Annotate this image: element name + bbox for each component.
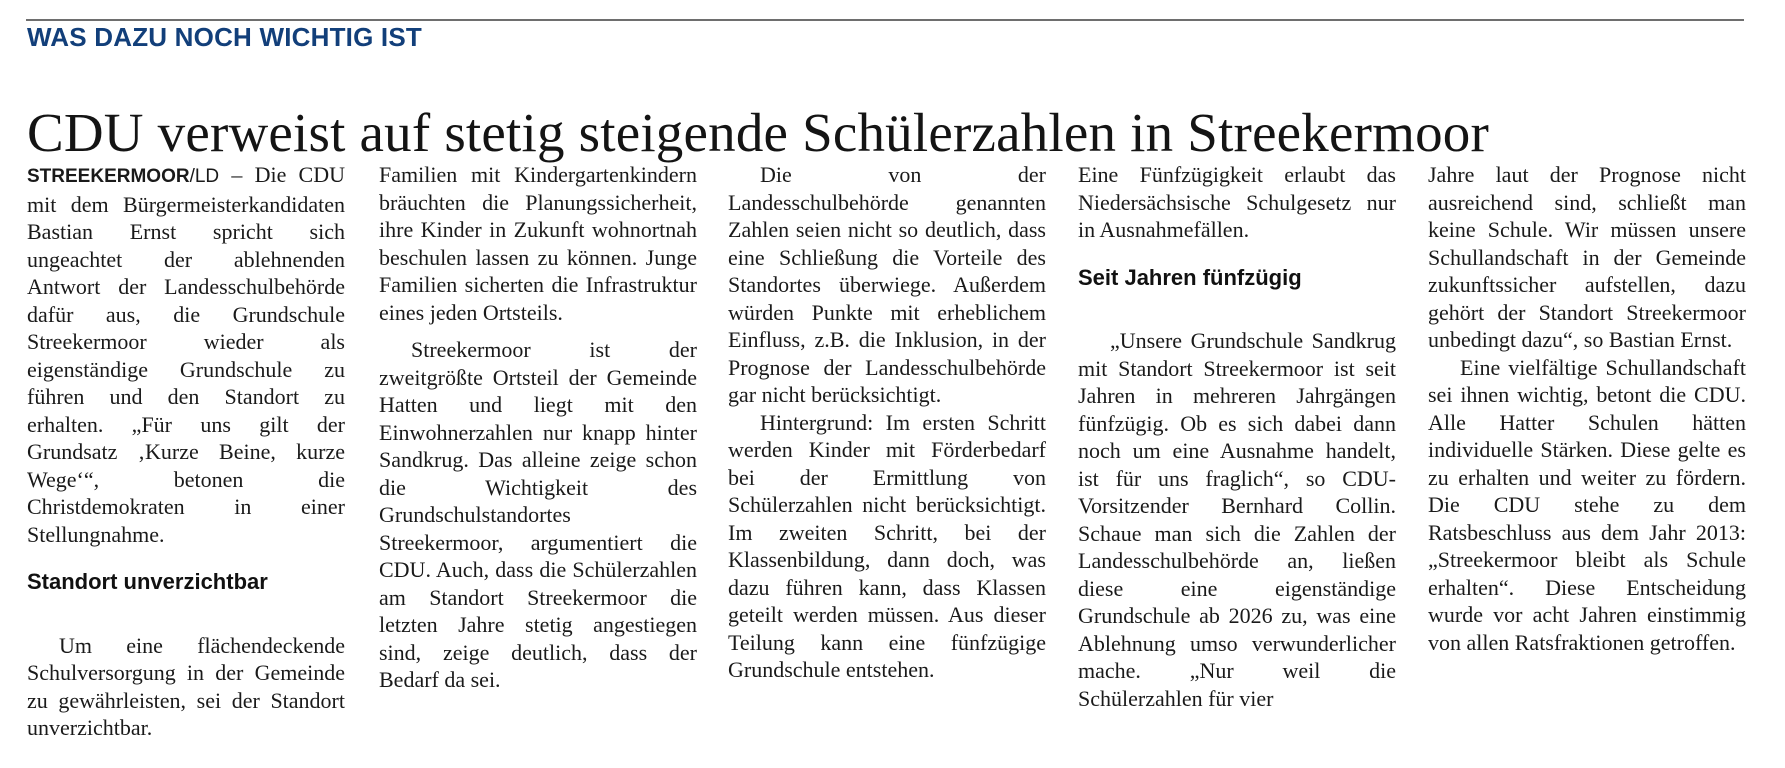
paragraph: Die von der Landesschulbehörde genannten Zahlen seien nicht so deutlich, dass eine Schließung die Vorteile des Standortes überwiege. Außerdem würden Punkte mit erheblichem Einfluss, z.B. die Inklusion, in der Prognose der Landesschulbehörde gar nicht berücksichtigt.	[728, 162, 1046, 407]
article-column-3	[728, 161, 1046, 684]
subhead-fuenfzuegig: Seit Jahren fünfzügig	[1078, 264, 1302, 290]
paragraph: Jahre laut der Prognose nicht ausreichend sind, schließt man keine Schule. Wir müssen unsere Schullandschaft in der Gemeinde zukunftssicher aufstellen, dazu gehört der Standort Streekermoor unbedingt dazu“, so Bastian Ernst.	[1428, 162, 1746, 352]
article-column-2	[379, 161, 697, 694]
dateline-agency: /LD	[189, 166, 220, 187]
paragraph: „Unsere Grundschule Sandkrug mit Standort Streekermoor ist seit Jahren in mehreren Jahrgängen fünfzügig. Ob es sich dabei dann noch um eine Ausnahme handelt, ist für uns fraglich“, so CDU-Vorsitzender Bernhard Collin. Schaue man sich die Zahlen der Landesschulbehörde an, ließen diese eine eigenständige Grundschule ab 2026 zu, was eine Ablehnung umso verwunderlicher mache. „Nur weil die Schülerzahlen für vier	[1078, 328, 1396, 711]
article-column-4	[1078, 161, 1396, 712]
paragraph: Eine vielfältige Schullandschaft sei ihnen wichtig, betont die CDU. Alle Hatter Schulen hätten individuelle Stärken. Diese gelte es zu erhalten und weiter zu fördern. Die CDU stehe zu dem Ratsbeschluss aus dem Jahr 2013: „Streekermoor bleibt als Schule erhalten“. Diese Entscheidung wurde vor acht Jahren einstimmig von allen Ratsfraktionen getroffen.	[1428, 354, 1746, 655]
kicker: WAS DAZU NOCH WICHTIG IST	[27, 22, 422, 52]
article-column-5	[1428, 161, 1746, 656]
lead-paragraph	[27, 161, 345, 548]
top-rule	[26, 19, 1744, 21]
paragraph: Hintergrund: Im ersten Schritt werden Kinder mit Förderbedarf bei der Ermittlung von Schülerzahlen nicht berücksichtigt. Im zweiten Schritt, bei der Klassenbildung, dann doch, was dazu führen kann, dass Klassen geteilt werden müssen. Aus dieser Teilung kann eine fünfzügige Grundschule entstehen.	[728, 409, 1046, 682]
paragraph: Eine Fünfzügigkeit erlaubt das Niedersächsische Schulgesetz nur in Ausnahmefällen.	[1078, 162, 1396, 242]
headline: CDU verweist auf stetig steigende Schülerzahlen in Streekermoor	[27, 101, 1490, 163]
lead-text: – Die CDU mit dem Bürgermeisterkandidaten Bastian Ernst spricht sich ungeachtet der ablehnenden Antwort der Landesschulbehörde dafür aus, die Grundschule Streekermoor wieder als eigenständige Grundschule zu führen und den Standort zu erhalten. „Für uns gilt der Grundsatz ‚Kurze Beine, kurze Wege‘“, betonen die Christdemokraten in einer Stellungnahme.	[27, 162, 345, 547]
paragraph: Familien mit Kindergartenkindern bräuchten die Planungssicherheit, ihre Kinder in Zukunft wohnortnah beschulen lassen zu können. Junge Familien sicherten die Infrastruktur eines jeden Ortsteils.	[379, 162, 697, 325]
subhead-standort: Standort unverzichtbar	[27, 569, 268, 594]
article-column-1	[27, 161, 345, 742]
paragraph: Um eine flächendeckende Schulversorgung in der Gemeinde zu gewährleisten, sei der Standort unverzichtbar.	[27, 632, 345, 740]
paragraph: Streekermoor ist der zweitgrößte Ortsteil der Gemeinde Hatten und liegt mit den Einwohnerzahlen nur knapp hinter Sandkrug. Das alleine zeige schon die Wichtigkeit des Grundschulstandortes Streekermoor, argumentiert die CDU. Auch, dass die Schülerzahlen am Standort Streekermoor die letzten Jahre stetig angestiegen sind, zeige deutlich, dass der Bedarf da sei.	[379, 337, 697, 692]
dateline-place: STREEKERMOOR	[27, 166, 190, 187]
